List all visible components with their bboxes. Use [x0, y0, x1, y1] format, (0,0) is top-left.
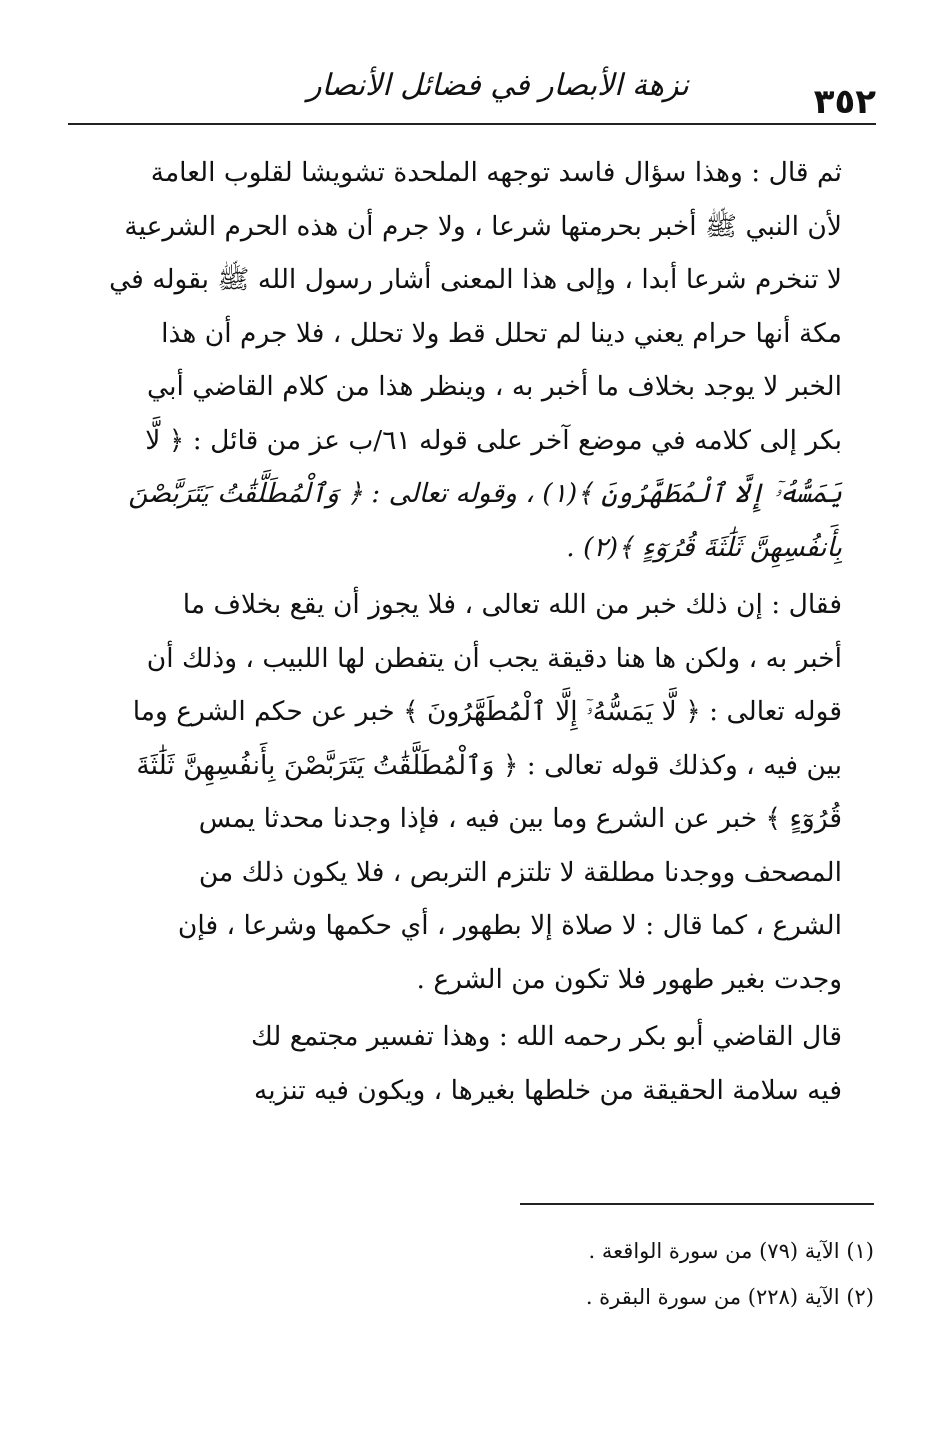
text-line: ثم قال : وهذا سؤال فاسد توجهه الملحدة تشويشا لقلوب العامة	[150, 157, 842, 188]
running-title: نزهة الأبصار في فضائل الأنصار	[307, 68, 689, 103]
text-line: الخبر لا يوجد بخلاف ما أخبر به ، وينظر هذا من كلام القاضي أبي	[147, 371, 842, 402]
page-header	[68, 52, 876, 122]
header-divider	[68, 123, 876, 125]
text-line: قُرُوٓءٍ ﴾ خبر عن الشرع وما بين فيه ، فإذا وجدنا محدثا يمس	[198, 803, 842, 834]
text-line: الشرع ، كما قال : لا صلاة إلا بطهور ، أي حكمها وشرعا ، فإن	[177, 910, 842, 941]
paragraph-1	[70, 146, 874, 574]
text-line: قال القاضي أبو بكر رحمه الله : وهذا تفسير مجتمع لك	[250, 1021, 842, 1052]
text-line: يَمَسُّهُۥٓ إِلَّا ٱلْمُطَهَّرُونَ ﴾(١) ، وقوله تعالى : ﴿ وَٱلْمُطَلَّقَٰتُ يَتَرَبَّصْنَ	[128, 478, 842, 509]
footnote-2: (٢) الآية (٢٢٨) من سورة البقرة .	[585, 1285, 874, 1309]
main-text	[70, 146, 874, 1117]
text-line: وجدت بغير طهور فلا تكون من الشرع .	[416, 963, 842, 995]
text-line: المصحف ووجدنا مطلقة لا تلتزم التربص ، فلا يكون ذلك من	[198, 856, 842, 888]
text-line: فقال : إن ذلك خبر من الله تعالى ، فلا يجوز أن يقع بخلاف ما	[182, 589, 842, 620]
text-line: لا تنخرم شرعا أبدا ، وإلى هذا المعنى أشار رسول الله ﷺ بقوله في	[109, 264, 842, 295]
paragraph-2	[70, 578, 874, 1006]
text-line: بِأَنفُسِهِنَّ ثَلَٰثَةَ قُرُوٓءٍ ﴾(٢) .	[566, 531, 842, 563]
paragraph-3	[70, 1010, 874, 1117]
text-line: لأن النبي ﷺ أخبر بحرمتها شرعا ، ولا جرم أن هذه الحرم الشرعية	[124, 210, 842, 242]
text-line: قوله تعالى : ﴿ لَّا يَمَسُّهُۥٓ إِلَّا ٱلْمُطَهَّرُونَ ﴾ خبر عن حكم الشرع وما	[132, 696, 842, 727]
footnotes	[70, 1228, 874, 1320]
text-line: بكر إلى كلامه في موضع آخر على قوله ٦١/ب عز من قائل : ﴿ لَّا	[145, 424, 842, 456]
footnote-divider	[520, 1203, 874, 1205]
page-number: ٣٥٢	[813, 82, 876, 122]
footnote-1: (١) الآية (٧٩) من سورة الواقعة .	[588, 1239, 874, 1263]
text-line: أخبر به ، ولكن ها هنا دقيقة يجب أن يتفطن لها اللبيب ، وذلك أن	[146, 642, 842, 674]
text-line: فيه سلامة الحقيقة من خلطها بغيرها ، ويكون فيه تنزيه	[254, 1074, 842, 1106]
text-line: بين فيه ، وكذلك قوله تعالى : ﴿ وَٱلْمُطَلَّقَٰتُ يَتَرَبَّصْنَ بِأَنفُسِهِنَّ ثَلَٰثَةَ	[136, 749, 842, 781]
text-line: مكة أنها حرام يعني دينا لم تحلل قط ولا تحلل ، فلا جرم أن هذا	[161, 317, 842, 349]
